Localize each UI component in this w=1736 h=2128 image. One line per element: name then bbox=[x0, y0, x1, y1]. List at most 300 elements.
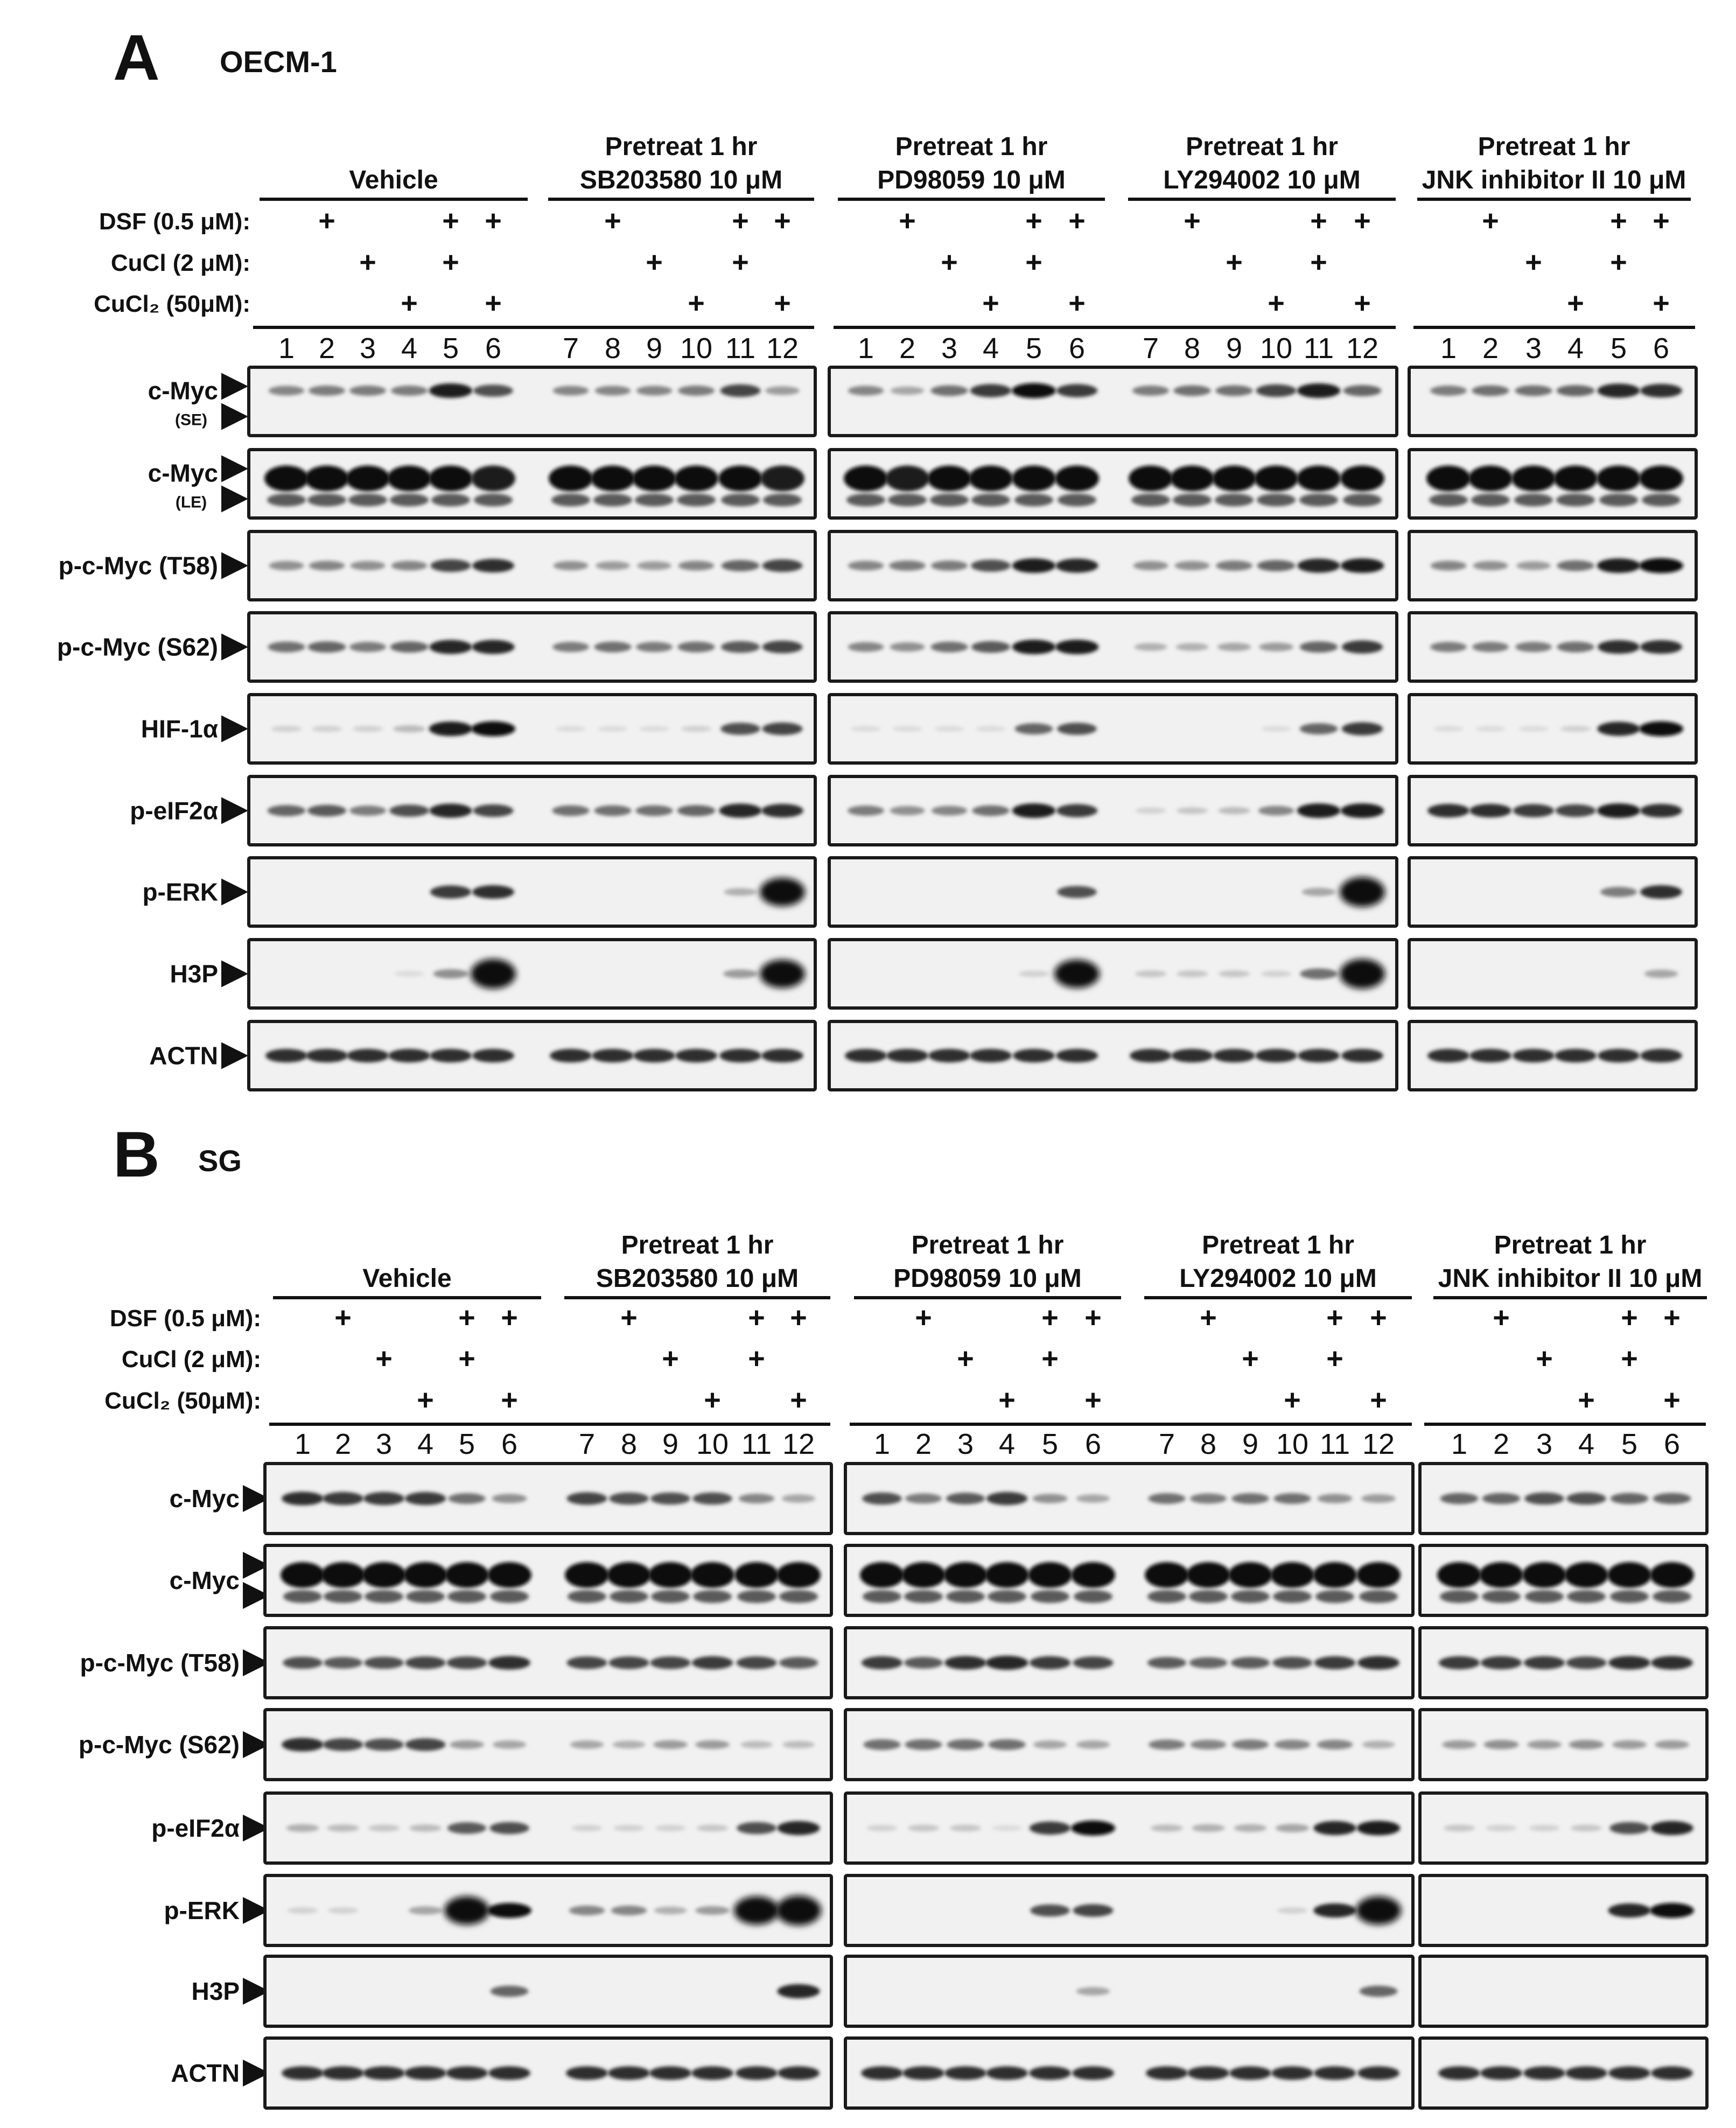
treatment-plus: + bbox=[442, 205, 459, 237]
band bbox=[695, 1906, 730, 1915]
treatment-plus: + bbox=[688, 287, 705, 319]
band bbox=[1255, 1049, 1297, 1062]
band bbox=[598, 726, 627, 732]
treatment-plus: + bbox=[458, 1301, 475, 1334]
band bbox=[632, 466, 676, 492]
band bbox=[431, 559, 471, 572]
band bbox=[264, 466, 309, 492]
band bbox=[1472, 386, 1509, 396]
band bbox=[1129, 466, 1173, 492]
band bbox=[946, 1493, 985, 1504]
band bbox=[488, 1656, 530, 1669]
band bbox=[471, 722, 515, 737]
blot-box bbox=[1409, 531, 1696, 600]
band bbox=[740, 1741, 773, 1748]
blot-box bbox=[829, 858, 1397, 926]
band bbox=[487, 1562, 531, 1588]
band bbox=[762, 641, 803, 654]
blot-label: HIF-1α bbox=[141, 715, 218, 743]
lane-number: 7 bbox=[578, 1428, 596, 1460]
cell-line-label: OECM-1 bbox=[220, 45, 337, 79]
band bbox=[1135, 970, 1166, 977]
band bbox=[692, 1493, 732, 1505]
band bbox=[1073, 1656, 1114, 1669]
lane-number: 3 bbox=[1525, 332, 1542, 365]
band bbox=[1437, 1562, 1481, 1588]
lane-number: 10 bbox=[1276, 1428, 1309, 1460]
band bbox=[1361, 1494, 1396, 1503]
band bbox=[1341, 803, 1384, 818]
blot-box bbox=[1420, 1956, 1707, 2026]
band bbox=[1012, 803, 1056, 818]
band bbox=[1564, 1562, 1608, 1588]
group-title: Pretreat 1 hr bbox=[911, 1231, 1064, 1259]
band bbox=[1297, 383, 1341, 398]
blot-box bbox=[829, 776, 1397, 845]
lane-number: 3 bbox=[941, 332, 958, 365]
band bbox=[760, 878, 805, 906]
band bbox=[970, 384, 1011, 397]
band bbox=[1314, 2066, 1356, 2080]
band bbox=[1174, 561, 1209, 570]
band bbox=[607, 1562, 651, 1588]
band bbox=[611, 1906, 647, 1915]
band bbox=[1430, 386, 1467, 396]
blot-label: H3P bbox=[191, 1977, 240, 2005]
treatment-plus: + bbox=[748, 1342, 765, 1375]
lane-number: 10 bbox=[680, 332, 713, 365]
lane-number: 10 bbox=[696, 1428, 729, 1460]
blot-frame bbox=[1409, 367, 1696, 436]
band bbox=[779, 1657, 818, 1669]
lane-number: 1 bbox=[1451, 1428, 1468, 1460]
lane-number: 6 bbox=[501, 1428, 518, 1460]
band bbox=[570, 1740, 604, 1748]
treatment-plus: + bbox=[1663, 1301, 1681, 1334]
band bbox=[886, 1049, 928, 1062]
lane-number: 4 bbox=[1567, 332, 1584, 365]
band-lower bbox=[568, 1590, 606, 1603]
band bbox=[388, 1049, 430, 1062]
treatment-plus: + bbox=[1310, 246, 1327, 278]
band bbox=[1651, 1656, 1693, 1669]
band-lower bbox=[1014, 494, 1053, 507]
treatment-plus: + bbox=[998, 1384, 1016, 1416]
blot-box bbox=[249, 776, 815, 845]
band bbox=[777, 1821, 820, 1835]
band bbox=[1055, 558, 1098, 572]
blot-label: p-eIF2α bbox=[151, 1814, 240, 1842]
band bbox=[1341, 1049, 1383, 1062]
band bbox=[724, 888, 757, 896]
band bbox=[862, 1656, 902, 1669]
lane-number: 4 bbox=[417, 1428, 434, 1460]
band-lower bbox=[677, 494, 716, 507]
band bbox=[905, 1739, 942, 1750]
band bbox=[1145, 1562, 1189, 1588]
band bbox=[1300, 723, 1338, 734]
blot-box bbox=[1420, 1628, 1707, 1698]
treatment-plus: + bbox=[1025, 246, 1042, 278]
band bbox=[489, 1822, 529, 1835]
band bbox=[1468, 466, 1513, 492]
band bbox=[692, 1656, 733, 1669]
band bbox=[368, 1825, 400, 1832]
lane-number: 10 bbox=[1259, 332, 1293, 365]
band bbox=[1560, 726, 1591, 732]
band bbox=[1438, 2066, 1480, 2080]
band bbox=[404, 2066, 446, 2080]
band bbox=[473, 384, 513, 397]
band-lower bbox=[1514, 494, 1553, 507]
band-lower bbox=[1058, 494, 1096, 507]
lane-number: 6 bbox=[1084, 1428, 1102, 1460]
band bbox=[450, 1740, 484, 1749]
blot-box bbox=[829, 531, 1397, 600]
treatment-plus: + bbox=[1084, 1301, 1102, 1334]
band bbox=[760, 960, 805, 988]
blot-label: p-c-Myc (T58) bbox=[80, 1649, 240, 1677]
band bbox=[1232, 1740, 1269, 1750]
band bbox=[1013, 1049, 1055, 1062]
blot-box bbox=[265, 1956, 831, 2026]
band-lower bbox=[930, 494, 969, 507]
treatment-plus: + bbox=[1041, 1301, 1059, 1334]
lane-number: 11 bbox=[741, 1428, 772, 1460]
band bbox=[429, 722, 473, 736]
band bbox=[1055, 640, 1099, 654]
treatment-plus: + bbox=[1621, 1342, 1638, 1375]
lane-number: 4 bbox=[1578, 1428, 1595, 1460]
lane-number: 1 bbox=[1440, 332, 1457, 365]
blot-label: p-eIF2α bbox=[130, 796, 218, 825]
band bbox=[1057, 723, 1097, 735]
band bbox=[1427, 804, 1469, 817]
group-title: Pretreat 1 hr bbox=[1202, 1231, 1354, 1259]
blot-label: c-Myc bbox=[148, 459, 218, 487]
band bbox=[312, 726, 342, 732]
band bbox=[782, 1741, 815, 1748]
band bbox=[1597, 383, 1640, 397]
band bbox=[265, 1049, 307, 1062]
group-title: Pretreat 1 hr bbox=[621, 1231, 774, 1259]
band bbox=[553, 386, 589, 395]
group-title: PD98059 10 μM bbox=[877, 166, 1066, 194]
treatment-label: CuCl (2 μM): bbox=[121, 1346, 261, 1373]
band bbox=[472, 1049, 514, 1062]
lane-number: 5 bbox=[1621, 1428, 1638, 1460]
treatment-plus: + bbox=[1370, 1384, 1387, 1416]
blot-box bbox=[1420, 1793, 1707, 1863]
band bbox=[1148, 1493, 1185, 1504]
lane-number: 2 bbox=[915, 1428, 932, 1460]
treatment-plus: + bbox=[957, 1342, 974, 1375]
band bbox=[268, 642, 305, 653]
band bbox=[1607, 1562, 1651, 1588]
band bbox=[1473, 561, 1508, 570]
blot-box bbox=[1409, 613, 1696, 681]
band bbox=[1229, 2066, 1271, 2080]
blot-box bbox=[845, 2038, 1413, 2108]
cell-line-label: SG bbox=[198, 1144, 242, 1178]
band bbox=[609, 1493, 649, 1505]
lane-number: 9 bbox=[662, 1428, 679, 1460]
treatment-plus: + bbox=[1326, 1342, 1343, 1375]
band bbox=[1012, 383, 1056, 398]
band bbox=[765, 386, 800, 395]
band bbox=[1254, 466, 1298, 492]
blot-box bbox=[265, 1875, 831, 1945]
band bbox=[1300, 641, 1338, 653]
treatment-plus: + bbox=[401, 287, 418, 319]
band bbox=[722, 560, 760, 571]
blot-box bbox=[1409, 858, 1696, 926]
treatment-plus: + bbox=[774, 205, 791, 237]
band bbox=[1146, 2066, 1188, 2080]
band-lower bbox=[737, 1590, 776, 1603]
band bbox=[430, 885, 471, 898]
lane-number: 5 bbox=[1025, 332, 1042, 365]
band bbox=[1071, 1821, 1115, 1836]
group-title: JNK inhibitor II 10 μM bbox=[1422, 166, 1686, 194]
group-title: SB203580 10 μM bbox=[596, 1264, 799, 1293]
blot-box bbox=[845, 1464, 1413, 1534]
band bbox=[1483, 1740, 1518, 1749]
band bbox=[308, 641, 346, 653]
band bbox=[1277, 1907, 1308, 1914]
blot-box bbox=[1409, 695, 1696, 763]
treatment-plus: + bbox=[1578, 1384, 1595, 1416]
band bbox=[553, 561, 588, 570]
blot-label: H3P bbox=[170, 960, 218, 988]
panel-b bbox=[79, 1118, 1707, 2108]
band bbox=[1433, 726, 1463, 732]
band bbox=[885, 466, 929, 492]
band bbox=[636, 386, 673, 395]
band bbox=[487, 1903, 531, 1918]
band-lower bbox=[1189, 1590, 1228, 1603]
band bbox=[1314, 1656, 1355, 1669]
band bbox=[447, 1656, 487, 1669]
band bbox=[890, 642, 925, 652]
band bbox=[595, 386, 631, 395]
band bbox=[471, 466, 515, 492]
band-lower bbox=[490, 1590, 529, 1603]
lane-number: 8 bbox=[1200, 1428, 1217, 1460]
band-lower bbox=[1653, 1590, 1691, 1603]
treatment-label: DSF (0.5 μM): bbox=[109, 1305, 261, 1332]
treatment-plus: + bbox=[646, 246, 663, 278]
lane-number: 7 bbox=[1158, 1428, 1175, 1460]
band bbox=[901, 1562, 946, 1588]
band bbox=[349, 642, 386, 652]
blot-box bbox=[845, 1875, 1413, 1945]
band-lower bbox=[610, 1590, 648, 1603]
band-lower bbox=[1440, 1590, 1479, 1603]
band bbox=[1273, 1493, 1311, 1504]
blot-box bbox=[829, 450, 1397, 518]
lane-number: 12 bbox=[766, 332, 799, 365]
band bbox=[1189, 1657, 1228, 1669]
group-title: Pretreat 1 hr bbox=[1186, 132, 1338, 161]
blot-sublabel: (SE) bbox=[175, 411, 207, 429]
band-lower bbox=[1147, 1590, 1186, 1603]
treatment-plus: + bbox=[501, 1301, 518, 1334]
lane-number: 8 bbox=[1184, 332, 1201, 365]
lane-number: 12 bbox=[1346, 332, 1379, 365]
band bbox=[1640, 640, 1682, 654]
band-lower bbox=[1231, 1590, 1270, 1603]
band bbox=[1012, 466, 1056, 492]
band bbox=[1176, 643, 1209, 651]
blot-box bbox=[845, 1956, 1413, 2026]
treatment-plus: + bbox=[1567, 287, 1584, 319]
band bbox=[892, 726, 922, 732]
band bbox=[782, 1494, 815, 1502]
blot-box bbox=[845, 1710, 1413, 1780]
group-title: Pretreat 1 hr bbox=[605, 132, 758, 161]
band bbox=[1639, 466, 1683, 492]
band bbox=[674, 466, 718, 492]
band bbox=[1655, 1740, 1689, 1749]
blot-box bbox=[1420, 1545, 1707, 1615]
band bbox=[932, 806, 968, 815]
band bbox=[614, 1825, 645, 1831]
treatment-plus: + bbox=[1610, 205, 1627, 237]
band bbox=[986, 1492, 1027, 1505]
band bbox=[848, 561, 884, 570]
lane-number: 6 bbox=[485, 332, 502, 365]
band bbox=[1276, 1824, 1309, 1832]
band bbox=[447, 1822, 486, 1834]
band bbox=[720, 723, 760, 735]
band-lower bbox=[946, 1590, 985, 1603]
band bbox=[491, 1986, 529, 1997]
band bbox=[931, 561, 968, 571]
band bbox=[1054, 960, 1100, 988]
lane-number: 3 bbox=[375, 1428, 393, 1460]
lane-number: 3 bbox=[359, 332, 376, 365]
band bbox=[307, 805, 346, 817]
band bbox=[1177, 807, 1208, 814]
lane-number: 2 bbox=[899, 332, 916, 365]
band bbox=[762, 723, 803, 736]
band bbox=[1640, 1049, 1682, 1062]
lane-number: 9 bbox=[646, 332, 663, 365]
blot-box bbox=[829, 1021, 1397, 1090]
band-lower bbox=[779, 1590, 818, 1603]
band bbox=[861, 2066, 903, 2080]
band bbox=[930, 642, 968, 653]
band bbox=[761, 1049, 803, 1062]
treatment-plus: + bbox=[1536, 1342, 1553, 1375]
band bbox=[1219, 970, 1250, 977]
band bbox=[971, 641, 1010, 653]
band bbox=[650, 1493, 690, 1505]
band bbox=[282, 2066, 324, 2080]
group-title: LY294002 10 μM bbox=[1163, 166, 1361, 194]
band-lower bbox=[1074, 1590, 1112, 1603]
blot-box bbox=[1420, 1710, 1707, 1780]
blot-label: p-ERK bbox=[142, 878, 218, 906]
band bbox=[1217, 643, 1251, 651]
band-lower bbox=[283, 1590, 322, 1603]
band bbox=[1557, 642, 1594, 653]
band bbox=[889, 561, 926, 571]
band bbox=[930, 386, 968, 396]
band bbox=[986, 2066, 1028, 2080]
blot-box bbox=[265, 1545, 831, 1615]
band bbox=[636, 642, 673, 652]
band bbox=[1073, 1904, 1114, 1917]
treatment-plus: + bbox=[941, 246, 958, 278]
band bbox=[1190, 1494, 1227, 1504]
band bbox=[1173, 386, 1210, 396]
group-title: Vehicle bbox=[349, 166, 438, 194]
panel-letter: B bbox=[113, 1118, 160, 1191]
band bbox=[633, 1049, 675, 1062]
treatment-plus: + bbox=[1653, 205, 1670, 237]
band bbox=[1598, 640, 1640, 654]
blot-label: p-c-Myc (S62) bbox=[78, 1731, 240, 1759]
band bbox=[446, 2066, 488, 2080]
band bbox=[591, 466, 635, 492]
band bbox=[719, 1049, 761, 1062]
band bbox=[552, 642, 589, 652]
band bbox=[364, 1739, 404, 1751]
band bbox=[429, 803, 472, 817]
treatment-plus: + bbox=[458, 1342, 475, 1375]
band bbox=[1076, 1494, 1110, 1502]
band bbox=[394, 971, 424, 977]
blot-frame bbox=[1420, 1956, 1707, 2026]
band bbox=[1216, 561, 1252, 571]
band bbox=[1650, 1821, 1693, 1835]
band bbox=[1479, 1562, 1523, 1588]
band bbox=[928, 1049, 970, 1062]
group-title: LY294002 10 μM bbox=[1179, 1264, 1377, 1293]
blot-box bbox=[1409, 450, 1696, 518]
band bbox=[1523, 2066, 1565, 2080]
band bbox=[1426, 466, 1471, 492]
band bbox=[1033, 1740, 1067, 1748]
lane-number: 12 bbox=[782, 1428, 815, 1460]
band bbox=[488, 2066, 530, 2080]
treatment-plus: + bbox=[1041, 1342, 1059, 1375]
band bbox=[639, 726, 669, 732]
treatment-plus: + bbox=[1242, 1342, 1259, 1375]
band bbox=[863, 1739, 900, 1750]
band bbox=[1651, 2066, 1693, 2080]
band bbox=[1300, 969, 1337, 979]
treatment-plus: + bbox=[774, 287, 791, 319]
band-lower bbox=[1567, 1590, 1606, 1603]
band bbox=[1297, 803, 1341, 818]
blot-box bbox=[1409, 776, 1696, 845]
band bbox=[1608, 2066, 1650, 2080]
band bbox=[549, 466, 593, 492]
band-lower bbox=[1359, 1590, 1398, 1603]
band bbox=[681, 726, 712, 732]
band bbox=[349, 386, 386, 396]
treatment-plus: + bbox=[982, 287, 999, 319]
band bbox=[393, 725, 425, 733]
band bbox=[1524, 1656, 1565, 1669]
band bbox=[1076, 1740, 1110, 1748]
band bbox=[1258, 806, 1294, 815]
blot-box bbox=[1420, 1464, 1707, 1534]
treatment-plus: + bbox=[1226, 246, 1243, 278]
